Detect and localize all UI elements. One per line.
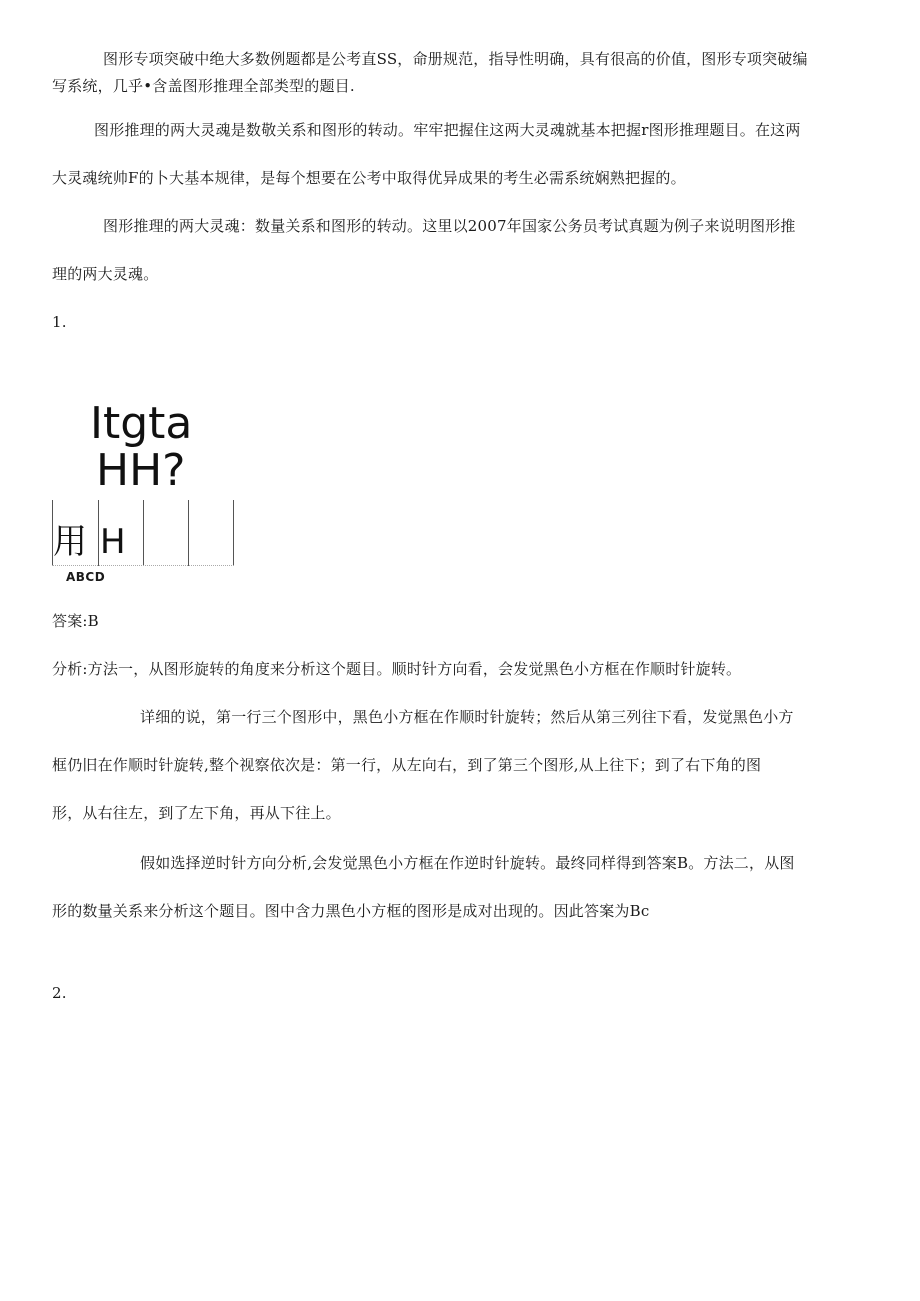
analysis-line-4: 形，从右往左，到了左下角，再从下往上。 (52, 804, 341, 822)
option-box-c (143, 500, 188, 566)
option-glyph-b: H (100, 522, 126, 562)
option-glyph-a: 用 (53, 522, 87, 562)
option-box-d (188, 500, 234, 566)
analysis-line-6: 形的数量关系来分析这个题目。图中含力黑色小方框的图形是成对出现的。因此答案为Bc (52, 902, 650, 920)
question-figure-line-2: HH? (96, 445, 186, 496)
analysis-line-5: 假如选择逆时针方向分析,会发觉黑色小方框在作逆时针旋转。最终同样得到答案B。方法二，从图 (140, 854, 795, 872)
intro-paragraph-1-line-2: 写系统，几乎•含盖图形推理全部类型的题目. (52, 77, 355, 95)
intro-paragraph-2-line-2: 大灵魂统帅F的卜大基本规律，是每个想要在公考中取得优异成果的考生必需系统娴熟把握的。 (52, 169, 686, 187)
intro-paragraph-2-line-1: 图形推理的两大灵魂是数敬关系和图形的转动。牢牢把握住这两大灵魂就基本把握r图形推理题目。在这两 (94, 121, 801, 139)
answer-text: 答案:B (52, 612, 99, 630)
analysis-line-1: 分析:方法一，从图形旋转的角度来分析这个题目。顺时针方向看，会发觉黑色小方框在作顺时针旋转。 (52, 660, 742, 678)
analysis-line-3: 框仍旧在作顺时针旋转,整个视察依次是：第一行，从左向右，到了第三个图形,从上往下；到了右下角的图 (52, 756, 762, 774)
question-figure-line-1: Itgta (90, 398, 193, 449)
option-labels: ABCD (66, 570, 106, 584)
analysis-line-2: 详细的说，第一行三个图形中，黑色小方框在作顺时针旋转；然后从第三列往下看，发觉黑色小方 (140, 708, 794, 726)
intro-paragraph-3-line-1: 图形推理的两大灵魂：数量关系和图形的转动。这里以2007年国家公务员考试真题为例子来说明图形推 (103, 217, 796, 235)
intro-paragraph-3-line-2: 理的两大灵魂。 (52, 265, 159, 283)
intro-paragraph-1-line-1: 图形专项突破中绝大多数例题都是公考直SS，命册规范，指导性明确，具有很高的价值，图形专项突破编 (103, 50, 808, 68)
question-1-number: 1. (52, 313, 67, 331)
option-row-baseline (52, 565, 234, 566)
question-2-number: 2. (52, 984, 67, 1002)
